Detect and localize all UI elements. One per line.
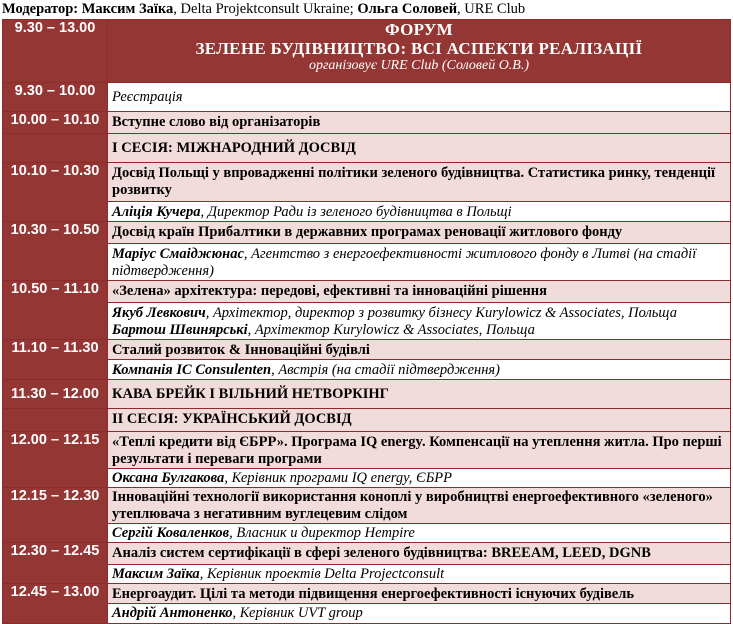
talk-3-title: «Зелена» архітектура: передові, ефективні та інноваційні рішення — [108, 281, 731, 303]
table-row — [3, 202, 731, 222]
forum-organizer: організовує URE Club (Соловей О.В.) — [308, 58, 530, 73]
table-row — [3, 222, 731, 244]
table-row — [3, 604, 731, 624]
talk-6-time: 12.15 – 12.30 — [3, 488, 108, 543]
table-row — [3, 83, 731, 112]
speaker-name: Аліція Кучера — [112, 204, 201, 220]
table-row — [3, 469, 731, 488]
talk-7-title: Аналіз систем сертифікації в сфері зеленого будівництва: BREEAM, LEED, DGNB — [108, 543, 731, 565]
table-row — [3, 112, 731, 134]
talk-2-time: 10.30 – 10.50 — [3, 222, 108, 281]
speaker-role: , Керівник програми IQ energy, ЄБРР — [224, 470, 452, 486]
registration-time: 9.30 – 10.00 — [3, 83, 108, 112]
speaker-role: , Архітектор, директор з розвитку бізнесу Kurylowicz & Associates, Польща — [205, 305, 677, 321]
talk-5-title: «Теплі кредити від ЄБРР». Програма IQ energy. Компенсації на утеплення житла. Про перші результати і переваги програми — [108, 432, 731, 469]
speaker-role: , Власник и директор Hempire — [229, 525, 415, 541]
opening-time: 10.00 – 10.10 — [3, 112, 108, 134]
table-row — [3, 244, 731, 281]
forum-title-line-2: ЗЕЛЕНЕ БУДІВНИЦТВО: ВСІ АСПЕКТИ РЕАЛІЗАЦІЇ — [195, 39, 643, 58]
talk-8-speaker — [108, 604, 731, 624]
talk-8-time: 12.45 – 13.00 — [3, 584, 108, 624]
talk-1-time: 10.10 – 10.30 — [3, 163, 108, 222]
forum-time: 9.30 – 13.00 — [3, 20, 108, 83]
talk-8-title: Енергоаудит. Цілі та методи підвищення енергоефективності існуючих будівель — [108, 584, 731, 604]
table-row — [3, 340, 731, 360]
speaker-name: Сергій Коваленков — [112, 525, 230, 541]
session-2-title: ІІ СЕСІЯ: УКРАЇНСЬКИЙ ДОСВІД — [108, 409, 731, 432]
talk-4-title: Сталий розвиток & Інноваційні будівлі — [108, 340, 731, 360]
talk-3-speakers — [108, 303, 731, 340]
session-1-title: І СЕСІЯ: МІЖНАРОДНИЙ ДОСВІД — [108, 134, 731, 163]
speaker-role: , Архітектор Kurylowicz & Associates, Польща — [247, 322, 535, 338]
speaker-entry — [112, 322, 726, 339]
moderator-org-1: , Delta Projektconsult Ukraine; — [173, 1, 358, 17]
table-row — [3, 432, 731, 469]
speaker-name: Маріус Смаіджюнас — [112, 246, 244, 262]
talk-6-speaker — [108, 524, 731, 543]
forum-header — [108, 20, 731, 83]
speaker-role: , Керівник UVT group — [232, 605, 363, 621]
speaker-name: Максим Заїка — [112, 566, 200, 582]
program-table — [2, 19, 731, 624]
table-row — [3, 380, 731, 409]
session-2-time — [3, 409, 108, 432]
talk-3-time: 10.50 – 11.10 — [3, 281, 108, 340]
forum-title-line-1: ФОРУМ — [384, 20, 453, 39]
speaker-name: Оксана Булгакова — [112, 470, 225, 486]
table-row — [3, 584, 731, 604]
talk-2-speaker — [108, 244, 731, 281]
talk-1-title: Досвід Польщі у впровадженні політики зеленого будівництва. Статистика ринку, тенденції розвитку — [108, 163, 731, 202]
talk-6-title: Інноваційні технології використання коноплі у виробництві енергоефективного «зеленого» утеплювача з негативним вуглецевим слідом — [108, 488, 731, 524]
talk-4-speaker — [108, 360, 731, 380]
speaker-entry — [112, 305, 726, 322]
forum-header-row — [3, 20, 731, 83]
speaker-name: Компанія IC Consulenten — [112, 362, 272, 378]
moderator-label: Модератор: — [2, 1, 79, 17]
talk-5-speaker — [108, 469, 731, 488]
break-text: КАВА БРЕЙК І ВІЛЬНИЙ НЕТВОРКІНГ — [108, 380, 731, 409]
talk-7-time: 12.30 – 12.45 — [3, 543, 108, 584]
talk-7-speaker — [108, 565, 731, 584]
speaker-name: Бартош Швинярські — [112, 322, 248, 338]
table-row — [3, 134, 731, 163]
table-row — [3, 281, 731, 303]
talk-4-time: 11.10 – 11.30 — [3, 340, 108, 380]
speaker-role: , Агентство з енергоефективності житлового фонду в Литві (на стадії підтвердження) — [112, 246, 697, 279]
table-row — [3, 543, 731, 565]
opening-text: Вступне слово від організаторів — [108, 112, 731, 134]
table-row — [3, 565, 731, 584]
moderator-name-2: Ольга Соловей — [357, 1, 458, 17]
table-row — [3, 488, 731, 524]
speaker-role: , Керівник проектів Delta Projectconsult — [199, 566, 445, 582]
break-time: 11.30 – 12.00 — [3, 380, 108, 409]
table-row — [3, 409, 731, 432]
session-1-time — [3, 134, 108, 163]
talk-2-title: Досвід країн Прибалтики в державних програмах реновації житлового фонду — [108, 222, 731, 244]
moderator-org-2: , URE Club — [457, 1, 526, 17]
speaker-name: Якуб Левкович — [112, 305, 206, 321]
table-row — [3, 303, 731, 340]
speaker-name: Андрій Антоненко — [112, 605, 233, 621]
speaker-role: , Директор Ради із зеленого будівництва в Польщі — [200, 204, 512, 220]
table-row — [3, 524, 731, 543]
moderator-line — [0, 0, 733, 19]
speaker-role: , Австрія (на стадії підтвердження) — [271, 362, 500, 378]
table-row — [3, 360, 731, 380]
moderator-name-1: Максим Заїка — [81, 1, 174, 17]
talk-1-speaker — [108, 202, 731, 222]
table-row — [3, 163, 731, 202]
registration-text: Реєстрація — [108, 83, 731, 112]
talk-5-time: 12.00 – 12.15 — [3, 432, 108, 488]
